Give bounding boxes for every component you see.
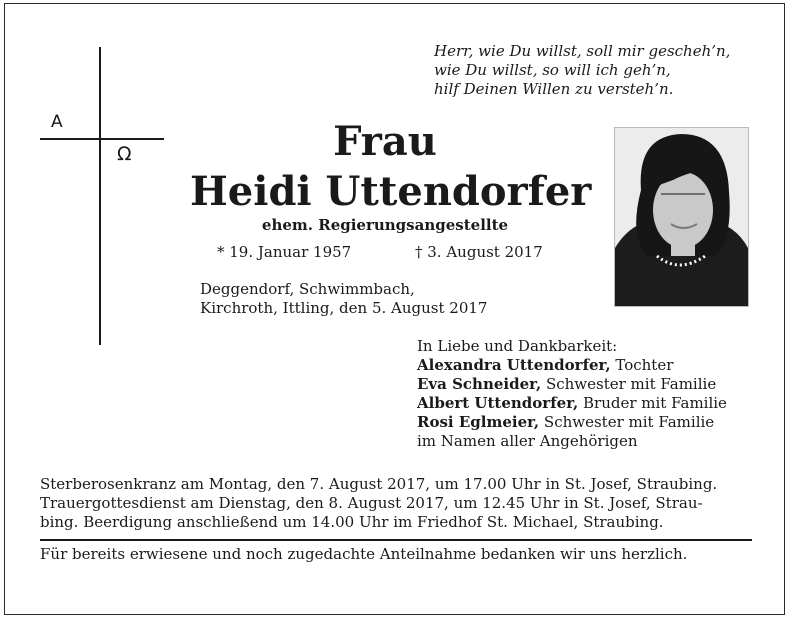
- death-date: † 3. August 2017: [415, 243, 543, 261]
- salutation: Frau: [333, 118, 437, 165]
- alpha-symbol: A: [51, 112, 63, 132]
- mourner-entry: [417, 413, 762, 432]
- motto-line: Herr, wie Du willst, soll mir gescheh’n,: [434, 42, 731, 60]
- mourner-relation: Schwester mit Familie: [541, 375, 717, 393]
- mourner-name: Alexandra Uttendorfer,: [417, 356, 611, 374]
- divider-line: [40, 539, 752, 541]
- mourner-relation: Schwester mit Familie: [539, 413, 715, 431]
- cross-vertical-bar: [99, 47, 101, 345]
- cross-horizontal-bar: [40, 138, 164, 140]
- mourner-entry: [417, 375, 762, 394]
- mourner-entry: [417, 394, 762, 413]
- motto-verse: [434, 42, 774, 99]
- portrait-image: [615, 128, 748, 306]
- occupation: ehem. Regierungsangestellte: [261, 216, 509, 234]
- mourner-relation: Bruder mit Familie: [578, 394, 727, 412]
- birth-date: * 19. Januar 1957: [217, 243, 352, 261]
- omega-symbol: Ω: [117, 143, 132, 165]
- service-line: Sterberosenkranz am Montag, den 7. August 2017, um 17.00 Uhr in St. Josef, Straubing.: [40, 475, 718, 493]
- motto-line: hilf Deinen Willen zu versteh’n.: [434, 80, 674, 98]
- place-and-date: [200, 280, 487, 318]
- portrait-photo: [614, 127, 749, 307]
- service-info: [40, 475, 755, 532]
- thanks-note: Für bereits erwiesene und noch zugedachte Anteilnahme bedanken wir uns herzlich.: [40, 545, 688, 563]
- mourner-name: Rosi Eglmeier,: [417, 413, 540, 431]
- mourners-closing: im Namen aller Angehörigen: [417, 432, 638, 450]
- service-line: Trauergottesdienst am Dienstag, den 8. August 2017, um 12.45 Uhr in St. Josef, Strau-: [40, 494, 703, 512]
- mourners-list: [417, 337, 762, 451]
- motto-line: wie Du willst, so will ich geh’n,: [434, 61, 671, 79]
- service-line: bing. Beerdigung anschließend um 14.00 Uhr im Friedhof St. Michael, Straubing.: [40, 513, 664, 531]
- mourner-name: Eva Schneider,: [417, 375, 542, 393]
- mourner-entry: [417, 356, 762, 375]
- place-line: Deggendorf, Schwimmbach,: [200, 280, 415, 298]
- mourners-intro: In Liebe und Dankbarkeit:: [417, 337, 618, 355]
- mourner-name: Albert Uttendorfer,: [417, 394, 579, 412]
- mourner-relation: Tochter: [610, 356, 674, 374]
- deceased-name: Heidi Uttendorfer: [190, 168, 592, 215]
- place-line: Kirchroth, Ittling, den 5. August 2017: [200, 299, 488, 317]
